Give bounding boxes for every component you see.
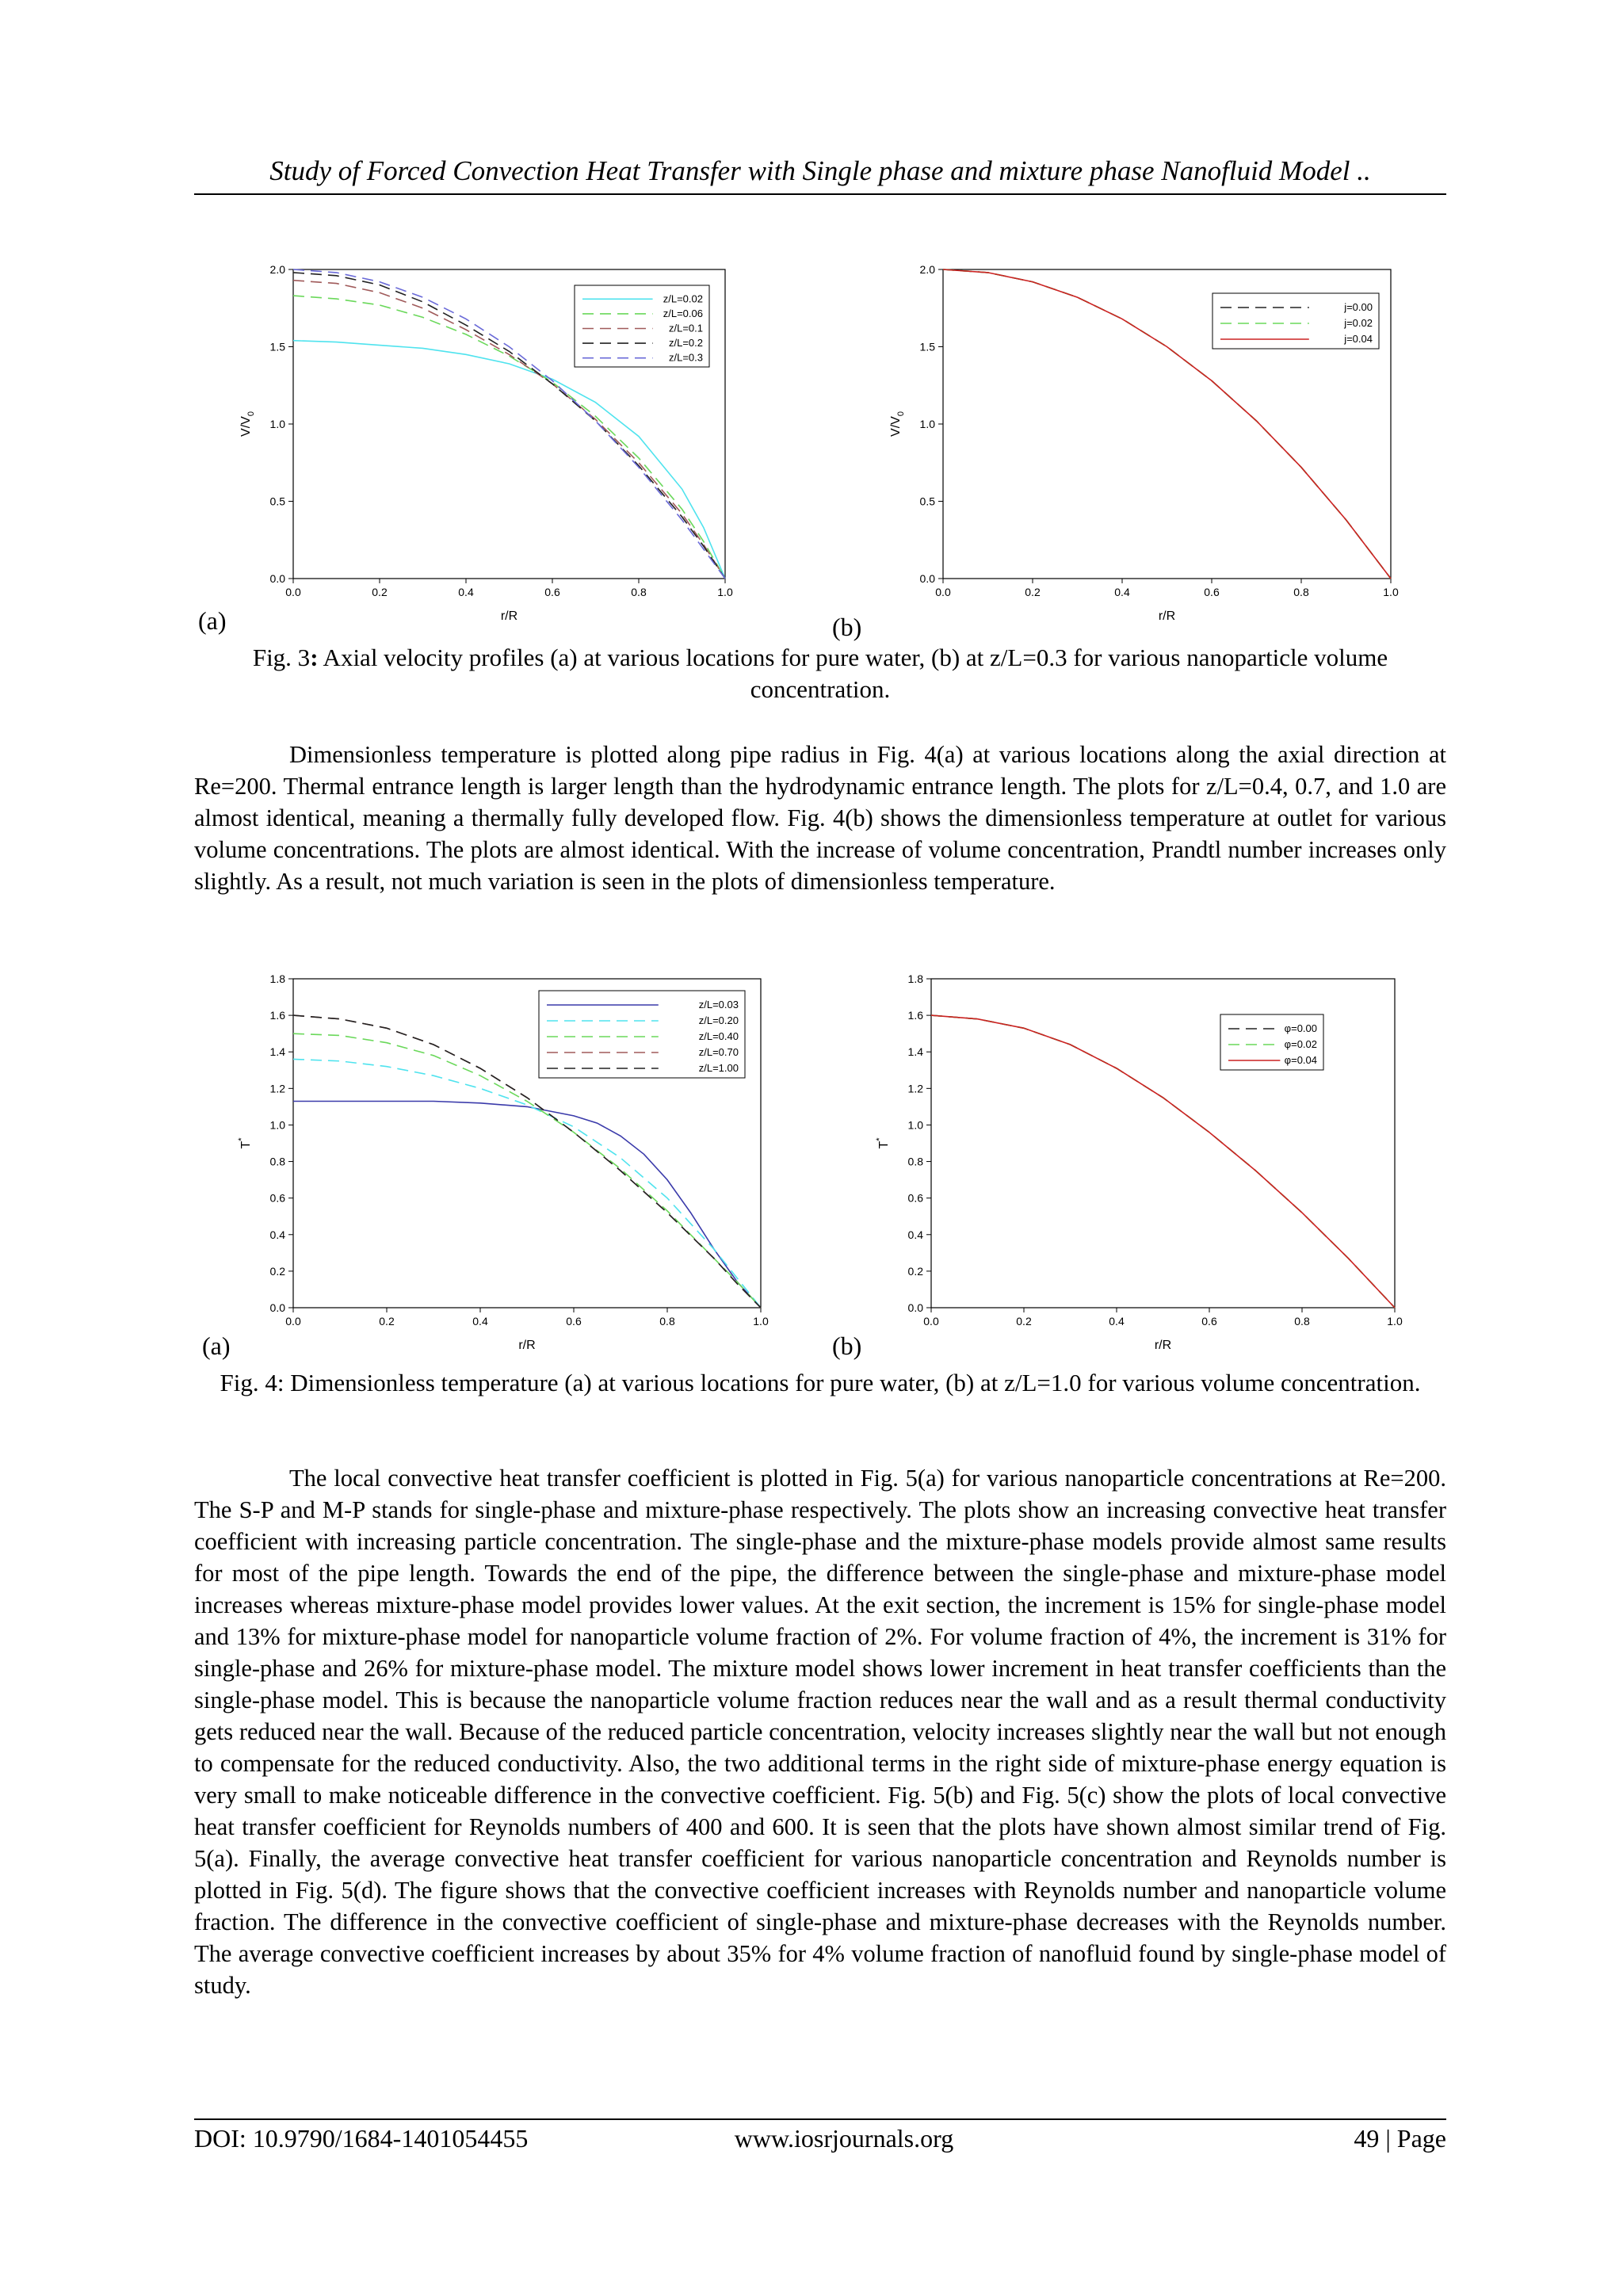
figure-3b-label: (b) bbox=[832, 613, 862, 641]
y-axis-label: $V/V_0$ bbox=[889, 411, 906, 437]
y-tick-label: 1.2 bbox=[269, 1082, 285, 1095]
series-line bbox=[293, 1059, 761, 1308]
y-axis-label: T* bbox=[875, 1137, 891, 1149]
series-line bbox=[293, 1102, 761, 1308]
y-axis-label: T* bbox=[237, 1137, 253, 1149]
x-axis-label: r/R bbox=[518, 1339, 536, 1352]
figure-3-caption-colon: : bbox=[310, 644, 319, 671]
y-axis-label: $V/V_0$ bbox=[239, 411, 256, 437]
x-tick-label: 0.8 bbox=[1294, 1315, 1310, 1328]
y-tick-label: 0.5 bbox=[919, 495, 935, 508]
legend-label: φ=0.02 bbox=[1284, 1038, 1317, 1050]
y-tick-label: 0.6 bbox=[907, 1191, 923, 1205]
running-header: Study of Forced Convection Heat Transfer with Single phase and mixture phase Nanofluid Model .. bbox=[269, 155, 1371, 186]
y-tick-label: 0.6 bbox=[269, 1191, 285, 1205]
x-axis-label: r/R bbox=[1158, 609, 1176, 623]
x-axis-label: r/R bbox=[1154, 1339, 1172, 1352]
x-tick-label: 0.6 bbox=[1204, 586, 1220, 598]
y-tick-label: 1.5 bbox=[919, 340, 935, 353]
plot-frame bbox=[931, 979, 1395, 1308]
x-tick-label: 0.4 bbox=[472, 1315, 488, 1328]
x-tick-label: 0.4 bbox=[458, 586, 474, 598]
legend-label: z/L=0.40 bbox=[698, 1030, 739, 1042]
legend-label: z/L=0.20 bbox=[698, 1014, 739, 1026]
series-line bbox=[931, 1015, 1395, 1308]
legend-label: z/L=0.2 bbox=[668, 337, 703, 350]
legend-label: z/L=0.1 bbox=[668, 322, 703, 334]
legend-label: φ=0.00 bbox=[1284, 1022, 1317, 1034]
footer-doi: DOI: 10.9790/1684-1401054455 bbox=[194, 2124, 529, 2153]
x-tick-label: 0.6 bbox=[1201, 1315, 1217, 1328]
x-tick-label: 0.8 bbox=[631, 586, 647, 598]
figure-3-caption-text: Axial velocity profiles (a) at various locations for pure water, (b) at z/L=0.3 for various nanoparticle volume concentration. bbox=[318, 644, 1388, 703]
header-rule bbox=[194, 193, 1446, 195]
figure-4a-label: (a) bbox=[202, 1331, 231, 1360]
legend-label: z/L=0.03 bbox=[698, 999, 739, 1010]
y-tick-label: 0.2 bbox=[907, 1264, 923, 1278]
footer-website: www.iosrjournals.org bbox=[734, 2124, 954, 2153]
y-tick-label: 0.0 bbox=[269, 572, 285, 585]
legend-label: z/L=0.70 bbox=[698, 1046, 739, 1058]
legend-label: z/L=1.00 bbox=[698, 1062, 739, 1074]
x-tick-label: 0.0 bbox=[923, 1315, 939, 1328]
x-tick-label: 1.0 bbox=[1387, 1315, 1403, 1328]
y-tick-label: 1.0 bbox=[919, 418, 935, 430]
x-tick-label: 0.0 bbox=[935, 586, 951, 598]
x-tick-label: 0.2 bbox=[1025, 586, 1041, 598]
y-tick-label: 0.4 bbox=[269, 1228, 285, 1241]
figure-4a-chart bbox=[226, 967, 781, 1363]
x-tick-label: 0.4 bbox=[1109, 1315, 1125, 1328]
x-tick-label: 1.0 bbox=[753, 1315, 769, 1328]
y-axis-label-subscript: 0 bbox=[246, 411, 256, 417]
page-footer bbox=[194, 2124, 1446, 2159]
legend-label: z/L=0.3 bbox=[668, 351, 703, 364]
x-tick-label: 0.0 bbox=[285, 1315, 301, 1328]
paragraph-convective-coefficient: The local convective heat transfer coefficient is plotted in Fig. 5(a) for various nanoparticle concentrations at Re=200. The S-P and M-P stands for single-phase and mixture-phase respectively. The plots show an increasing convective heat transfer coefficient with increasing particle concentration. The single-phase and the mixture-phase models provide almost same results for most of the pipe length. Towards the end of the pipe, the difference between the single-phase and mixture-phase model increases whereas mixture-phase model provides lower values. At the exit section, the increment is 15% for single-phase model and 13% for mixture-phase model for nanoparticle volume fraction of 2%. For volume fraction of 4%, the increment is 31% for single-phase and 26% for mixture-phase model. The mixture model shows lower increment in heat transfer coefficients than the single-phase model. This is because the nanoparticle volume fraction reduces near the wall and as a result thermal conductivity gets reduced near the wall. Because of the reduced particle concentration, velocity increases slightly near the wall but not enough to compensate for the reduced conductivity. Also, the two additional terms in the right side of mixture-phase energy equation is very small to make noticeable difference in the convective coefficient. Fig. 5(b) and Fig. 5(c) show the plots of local convective heat transfer coefficient for Reynolds numbers of 400 and 600. It is seen that the plots have shown almost similar trend of Fig. 5(a). Finally, the average convective heat transfer coefficient for various nanoparticle concentration and Reynolds number is plotted in Fig. 5(d). The figure shows that the convective coefficient increases with Reynolds number and nanoparticle volume fraction. The difference in the convective coefficient of single-phase and mixture-phase decreases with the Reynolds number. The average convective coefficient increases by about 35% for 4% volume fraction of nanofluid found by single-phase model of study. bbox=[194, 1465, 1446, 1999]
footer-page-number: 49 | Page bbox=[1354, 2124, 1446, 2153]
figure-3-caption-prefix: Fig. 3 bbox=[252, 644, 311, 671]
y-tick-label: 2.0 bbox=[919, 263, 935, 276]
y-tick-label: 1.0 bbox=[907, 1118, 923, 1132]
y-axis-label-superscript: * bbox=[875, 1137, 884, 1141]
y-tick-label: 2.0 bbox=[269, 263, 285, 276]
y-tick-label: 0.4 bbox=[907, 1228, 923, 1241]
y-tick-label: 1.0 bbox=[269, 418, 285, 430]
y-tick-label: 1.4 bbox=[269, 1045, 285, 1059]
y-axis-label-subscript: 0 bbox=[896, 411, 906, 417]
x-tick-label: 1.0 bbox=[717, 586, 733, 598]
y-tick-label: 0.0 bbox=[919, 572, 935, 585]
legend-label: j=0.00 bbox=[1344, 301, 1373, 313]
y-tick-label: 0.5 bbox=[269, 495, 285, 508]
x-tick-label: 0.2 bbox=[372, 586, 388, 598]
x-tick-label: 0.2 bbox=[379, 1315, 395, 1328]
legend-label: j=0.02 bbox=[1344, 317, 1373, 329]
y-tick-label: 0.0 bbox=[269, 1301, 285, 1314]
figure-3a-label: (a) bbox=[198, 606, 227, 635]
y-tick-label: 0.8 bbox=[269, 1155, 285, 1168]
y-tick-label: 1.4 bbox=[907, 1045, 923, 1059]
figure-4b-chart bbox=[860, 967, 1415, 1363]
y-tick-label: 1.5 bbox=[269, 340, 285, 353]
y-tick-label: 1.0 bbox=[269, 1118, 285, 1132]
figure-4-caption: Fig. 4: Dimensionless temperature (a) at various locations for pure water, (b) at z/L=1.0 for various volume concentration. bbox=[220, 1369, 1421, 1396]
figure-3a-chart bbox=[218, 258, 757, 638]
series-line bbox=[293, 341, 725, 579]
x-tick-label: 0.8 bbox=[659, 1315, 675, 1328]
series-line bbox=[931, 1015, 1395, 1308]
legend-label: φ=0.04 bbox=[1284, 1054, 1317, 1066]
x-tick-label: 0.0 bbox=[285, 586, 301, 598]
y-axis-label-superscript: * bbox=[237, 1137, 246, 1141]
footer-rule bbox=[194, 2118, 1446, 2120]
y-tick-label: 1.2 bbox=[907, 1082, 923, 1095]
x-axis-label: r/R bbox=[500, 609, 518, 623]
x-tick-label: 0.4 bbox=[1114, 586, 1130, 598]
x-tick-label: 0.2 bbox=[1016, 1315, 1032, 1328]
y-tick-label: 0.8 bbox=[907, 1155, 923, 1168]
series-line bbox=[931, 1015, 1395, 1308]
x-tick-label: 0.8 bbox=[1293, 586, 1309, 598]
legend-label: z/L=0.02 bbox=[663, 292, 703, 305]
legend-label: j=0.04 bbox=[1344, 333, 1373, 345]
x-tick-label: 0.6 bbox=[544, 586, 560, 598]
legend-label: z/L=0.06 bbox=[663, 307, 703, 319]
figure-4b-label: (b) bbox=[832, 1331, 862, 1360]
x-tick-label: 0.6 bbox=[566, 1315, 582, 1328]
paragraph-temperature: Dimensionless temperature is plotted along pipe radius in Fig. 4(a) at various locations along the axial direction at Re=200. Thermal entrance length is larger length than the hydrodynamic entrance length. The plots for z/L=0.4, 0.7, and 1.0 are almost identical, meaning a thermally fully developed flow. Fig. 4(b) shows the dimensionless temperature at outlet for various volume concentrations. The plots are almost identical. With the increase of volume concentration, Prandtl number increases only slightly. As a result, not much variation is seen in the plots of dimensionless temperature. bbox=[194, 741, 1446, 895]
y-tick-label: 1.8 bbox=[269, 972, 285, 985]
y-tick-label: 0.2 bbox=[269, 1264, 285, 1278]
y-tick-label: 1.6 bbox=[269, 1009, 285, 1022]
figure-3-caption bbox=[194, 642, 1446, 705]
x-tick-label: 1.0 bbox=[1383, 586, 1399, 598]
y-tick-label: 1.6 bbox=[907, 1009, 923, 1022]
y-tick-label: 0.0 bbox=[907, 1301, 923, 1314]
y-tick-label: 1.8 bbox=[907, 972, 923, 985]
figure-3b-chart bbox=[868, 258, 1423, 646]
